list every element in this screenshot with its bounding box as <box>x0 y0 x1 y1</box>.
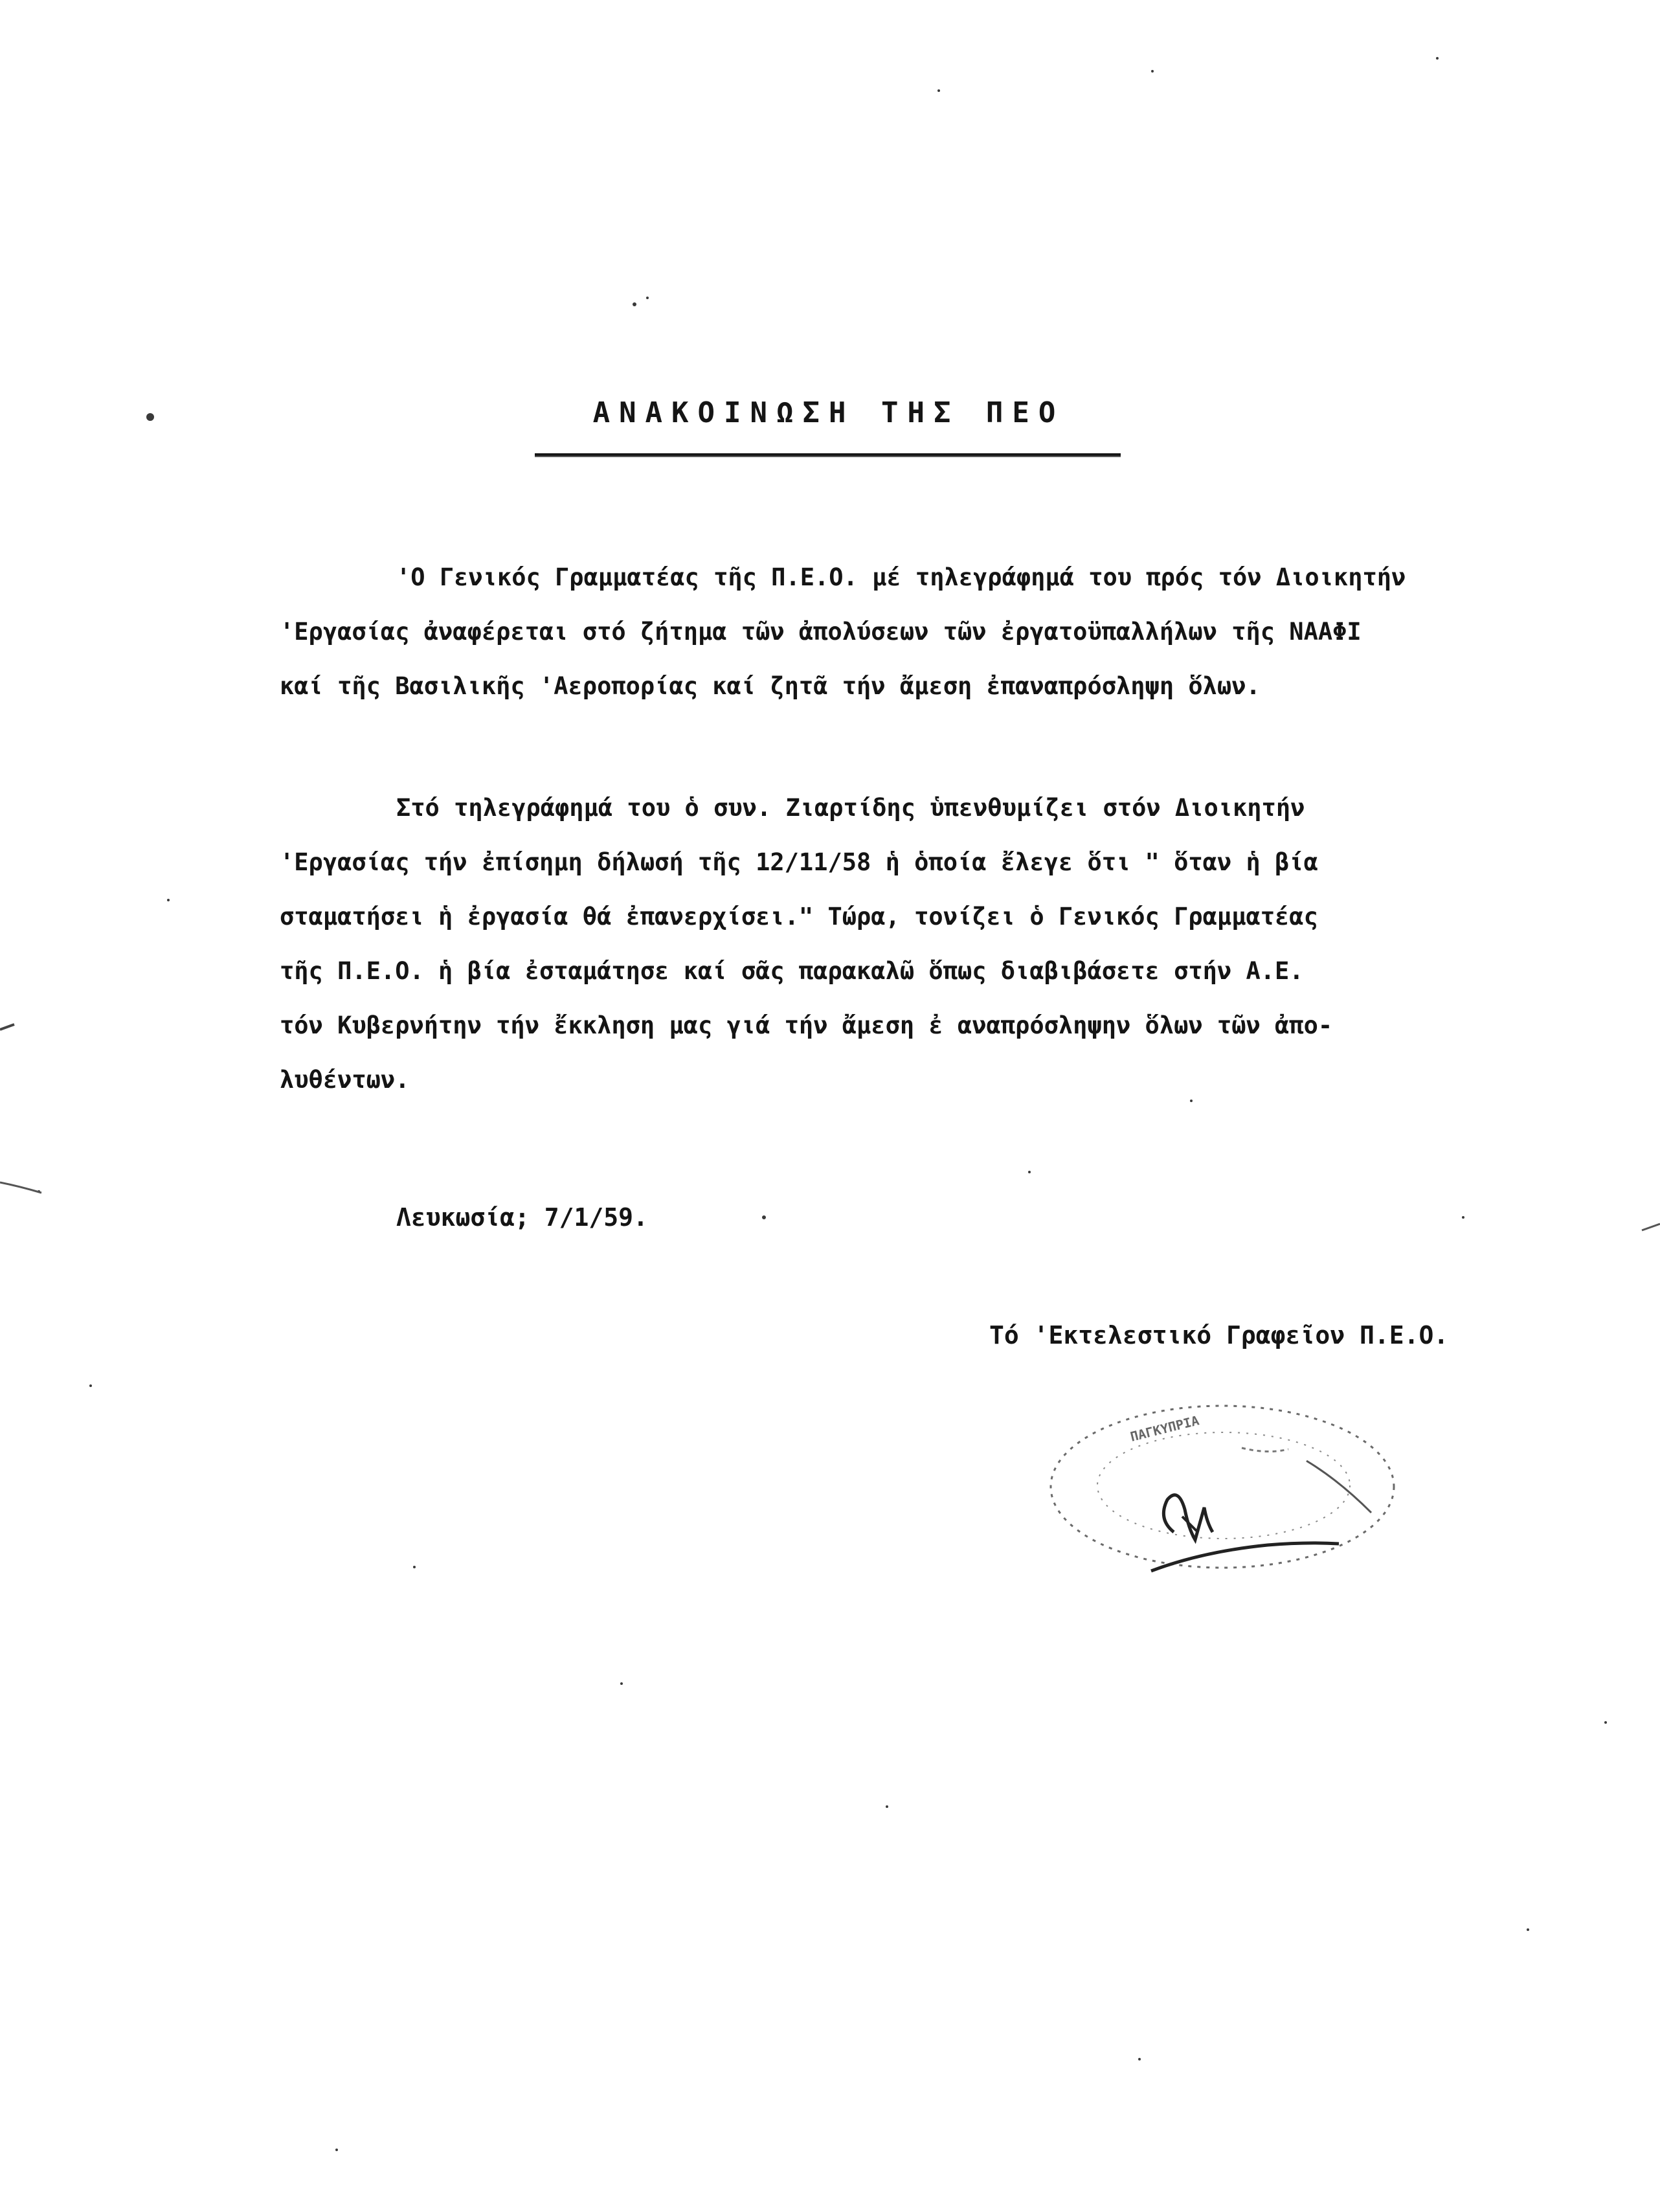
paragraph-line: Στό τηλεγράφημά του ὁ συν. Ζιαρτίδης ὑπενθυμίζει στόν Διοικητήν <box>396 794 1305 822</box>
paragraph-line: 'Ο Γενικός Γραμματέας τῆς Π.Ε.Ο. μέ τηλεγράφημά του πρός τόν Διοικητήν <box>396 563 1406 591</box>
paragraph-line: 'Εργασίας ἀναφέρεται στό ζήτημα τῶν ἀπολύσεων τῶν ἐργατοϋπαλλήλων τῆς ΝΑΑΦΙ <box>280 618 1362 646</box>
paragraph-2 <box>280 781 1562 1107</box>
signature-block: Τό 'Εκτελεστικό Γραφεῖον Π.Ε.Ο. <box>989 1321 1449 1349</box>
paragraph-line: σταματήσει ἡ ἐργασία θά ἐπανερχίσει." Τώρα, τονίζει ὁ Γενικός Γραμματέας <box>280 903 1318 931</box>
stamp-text: ΠΑΓΚΥΠΡΙΑ <box>1128 1412 1201 1445</box>
paragraph-line: 'Εργασίας τήν ἐπίσημη δήλωσή τῆς 12/11/58 ἡ ὁποία ἔλεγε ὅτι " ὅταν ἡ βία <box>280 848 1318 876</box>
paragraph-line: τῆς Π.Ε.Ο. ἡ βία ἐσταμάτησε καί σᾶς παρακαλῶ ὅπως διαβιβάσετε στήν Α.Ε. <box>280 957 1304 985</box>
paragraph-line: λυθέντων. <box>280 1066 410 1094</box>
paragraph-1 <box>280 550 1562 714</box>
official-stamp-icon <box>1035 1390 1417 1597</box>
document-title: ΑΝΑΚΟΙΝΩΣΗ ΤΗΣ ΠΕΟ <box>592 396 1065 429</box>
paragraph-line: τόν Κυβερνήτην τήν ἔκκληση μας γιά τήν ἄμεση ἐ αναπρόσληψην ὅλων τῶν ἀπο- <box>280 1011 1333 1039</box>
document-date: Λευκωσία; 7/1/59. <box>396 1203 648 1232</box>
title-underline <box>535 453 1121 457</box>
paragraph-line: καί τῆς Βασιλικῆς 'Αεροπορίας καί ζητᾶ τήν ἄμεση ἐπαναπρόσληψη ὅλων. <box>280 672 1261 700</box>
